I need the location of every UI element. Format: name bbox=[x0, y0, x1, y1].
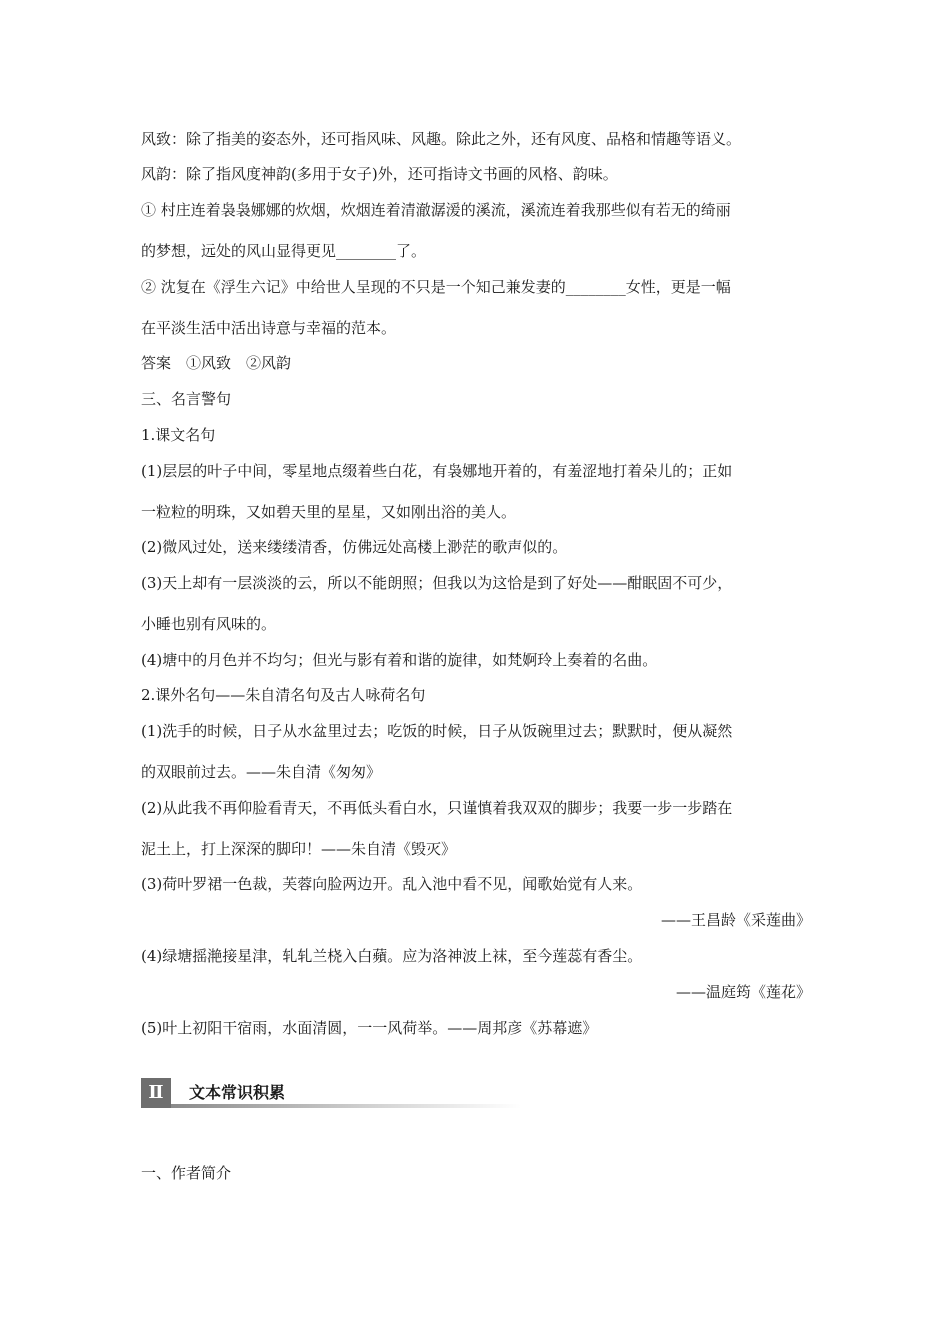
text-line: 的梦想，远处的风山显得更见________了。 bbox=[141, 242, 427, 260]
subheading-extra-quotes: 2.课外名句——朱自清名句及古人咏荷名句 bbox=[141, 686, 426, 704]
text-line: ① 村庄连着袅袅娜娜的炊烟，炊烟连着清澈潺湲的溪流，溪流连着我那些似有若无的绮丽 bbox=[141, 201, 731, 219]
text-line: 一粒粒的明珠，又如碧天里的星星，又如刚出浴的美人。 bbox=[141, 503, 517, 521]
text-line: (3)天上却有一层淡淡的云，所以不能朗照；但我以为这恰是到了好处——酣眠固不可少， bbox=[141, 574, 733, 592]
text-line: (2)微风过处，送来缕缕清香，仿佛远处高楼上渺茫的歌声似的。 bbox=[141, 538, 568, 556]
attribution: ——温庭筠《莲花》 bbox=[675, 983, 811, 1001]
text-line: (5)叶上初阳干宿雨，水面清圆，一一风荷举。——周邦彦《苏幕遮》 bbox=[141, 1019, 598, 1037]
text-line: 风韵：除了指风度神韵(多用于女子)外，还可指诗文书画的风格、韵味。 bbox=[141, 165, 618, 183]
text-line: (1)洗手的时候，日子从水盆里过去；吃饭的时候，日子从饭碗里过去；默默时，便从凝然 bbox=[141, 722, 733, 740]
text-line: 风致：除了指美的姿态外，还可指风味、风趣。除此之外，还有风度、品格和情趣等语义。 bbox=[141, 130, 742, 148]
heading-famous-quotes: 三、名言警句 bbox=[141, 390, 232, 408]
text-line: 在平淡生活中活出诗意与幸福的范本。 bbox=[141, 319, 397, 337]
heading-author-intro: 一、作者简介 bbox=[141, 1164, 232, 1182]
text-line: (3)荷叶罗裙一色裁，芙蓉向脸两边开。乱入池中看不见，闻歌始觉有人来。 bbox=[141, 875, 643, 893]
subheading-text-quotes: 1.课文名句 bbox=[141, 426, 216, 444]
text-line: 泥土上，打上深深的脚印！——朱自清《毁灭》 bbox=[141, 840, 457, 858]
text-line: ② 沈复在《浮生六记》中给世人呈现的不只是一个知己兼发妻的________女性，更是一幅 bbox=[141, 278, 731, 296]
text-line: (1)层层的叶子中间，零星地点缀着些白花，有袅娜地开着的，有羞涩地打着朵儿的；正如 bbox=[141, 462, 733, 480]
answer-line: 答案 ①风致 ②风韵 bbox=[141, 354, 292, 372]
text-line: (4)塘中的月色并不均匀；但光与影有着和谐的旋律，如梵婀玲上奏着的名曲。 bbox=[141, 651, 658, 669]
section-header bbox=[141, 1078, 521, 1108]
text-line: 小睡也别有风味的。 bbox=[141, 615, 277, 633]
text-line: (4)绿塘摇滟接星津，轧轧兰桡入白蘋。应为洛神波上袜，至今莲蕊有香尘。 bbox=[141, 947, 643, 965]
text-line: 的双眼前过去。——朱自清《匆匆》 bbox=[141, 763, 382, 781]
text-line: (2)从此我不再仰脸看青天，不再低头看白水，只谨慎着我双双的脚步；我要一步一步踏在 bbox=[141, 799, 733, 817]
section-number-badge: Ⅱ bbox=[141, 1078, 171, 1108]
section-title: 文本常识积累 bbox=[189, 1083, 286, 1102]
attribution: ——王昌龄《采莲曲》 bbox=[660, 911, 811, 929]
